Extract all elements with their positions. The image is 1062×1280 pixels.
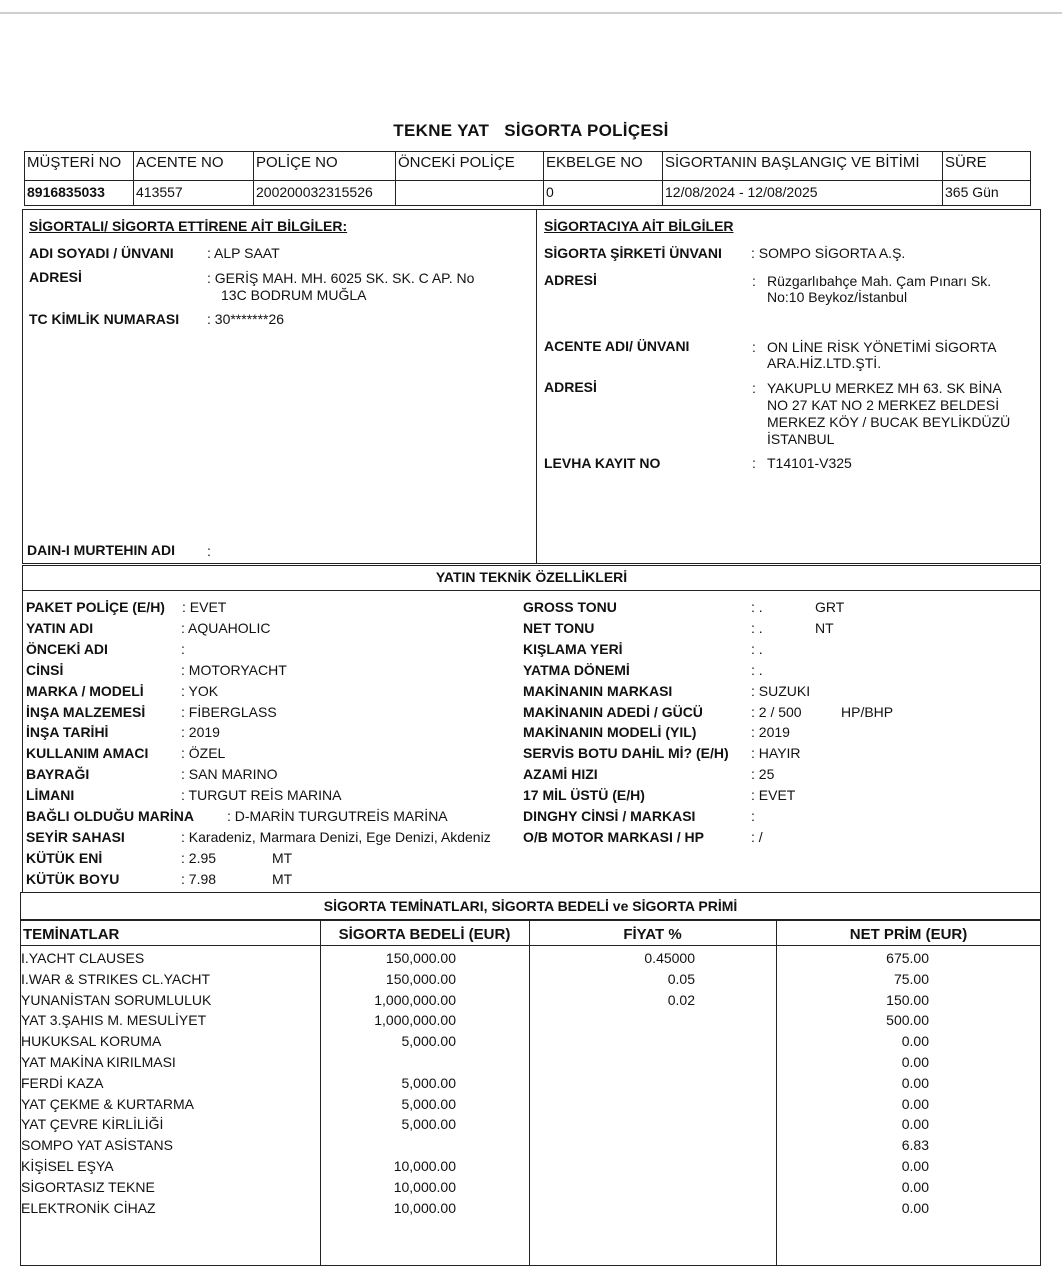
company-label: SİGORTA ŞİRKETİ ÜNVANI bbox=[544, 245, 722, 261]
tech-right-label: KIŞLAMA YERİ bbox=[523, 640, 623, 657]
coverage-col-divider-3 bbox=[776, 920, 777, 1266]
coverage-row-amount: 5,000.00 bbox=[401, 1033, 456, 1050]
tech-left-value: : FİBERGLASS bbox=[181, 703, 277, 720]
tech-left-value: : 7.98 bbox=[181, 870, 217, 887]
tech-right-label: GROSS TONU bbox=[523, 599, 617, 615]
tech-left-label: PAKET POLİÇE (E/H) bbox=[26, 599, 165, 615]
coverage-row-amount: 150,000.00 bbox=[385, 970, 456, 987]
tech-left-label: ÖNCEKİ ADI bbox=[26, 640, 108, 657]
coverage-row-name: I.WAR & STRIKES CL.YACHT bbox=[21, 970, 211, 987]
coverage-row-amount: 5,000.00 bbox=[401, 1074, 456, 1091]
levha-label: LEVHA KAYIT NO bbox=[544, 455, 661, 471]
header-col-label: POLİÇE NO bbox=[256, 154, 338, 171]
coverage-row-name: HUKUKSAL KORUMA bbox=[21, 1033, 162, 1050]
insured-address-line2: 13C BODRUM MUĞLA bbox=[221, 287, 367, 303]
tech-right-value: : . bbox=[751, 640, 763, 657]
dain-label: DAIN-I MURTEHIN ADI bbox=[27, 542, 176, 558]
tech-left-label: SEYİR SAHASI bbox=[26, 828, 125, 845]
coverage-row-premium: 150.00 bbox=[886, 991, 929, 1008]
company-value: : SOMPO SİGORTA A.Ş. bbox=[751, 245, 906, 261]
insurer-address-line1: Rüzgarlıbahçe Mah. Çam Pınarı Sk. bbox=[767, 273, 992, 289]
coverage-row-amount: 10,000.00 bbox=[393, 1178, 456, 1195]
tech-right-label: MAKİNANIN MARKASI bbox=[523, 682, 673, 699]
coverage-row-name: SOMPO YAT ASİSTANS bbox=[21, 1137, 173, 1154]
agent-address-colon: : bbox=[752, 380, 756, 396]
tech-left-value: : ÖZEL bbox=[181, 745, 226, 762]
insurer-section-title: SİGORTACIYA AİT BİLGİLER bbox=[544, 218, 734, 234]
tech-left-label: CİNSİ bbox=[26, 661, 64, 678]
insured-name-value: : ALP SAAT bbox=[207, 245, 280, 261]
tech-left-unit: MT bbox=[272, 870, 293, 887]
levha-colon: : bbox=[752, 455, 756, 471]
header-col-value: 12/08/2024 - 12/08/2025 bbox=[665, 184, 818, 200]
info-divider bbox=[536, 209, 537, 564]
coverage-row-premium: 0.00 bbox=[901, 1095, 929, 1112]
coverage-row-premium: 0.00 bbox=[901, 1178, 929, 1195]
tech-left-label: İNŞA TARİHİ bbox=[26, 724, 109, 741]
agent-label: ACENTE ADI/ ÜNVANI bbox=[544, 338, 690, 354]
coverage-row-name: YAT ÇEKME & KURTARMA bbox=[21, 1095, 194, 1112]
coverage-row-amount: 150,000.00 bbox=[385, 950, 456, 966]
tech-left-value: : D-MARİN TURGUTREİS MARİNA bbox=[227, 808, 448, 824]
insured-section-title: SİGORTALI/ SİGORTA ETTİRENE AİT BİLGİLER: bbox=[29, 218, 348, 234]
coverage-row-premium: 0.00 bbox=[901, 1199, 929, 1216]
coverage-row-rate: 0.05 bbox=[667, 970, 695, 987]
tech-right-value: : 2 / 500 bbox=[751, 703, 802, 720]
header-col-label: ÖNCEKİ POLİÇE bbox=[398, 154, 515, 171]
coverage-row-premium: 500.00 bbox=[886, 1012, 929, 1029]
tech-right-label: DINGHY CİNSİ / MARKASI bbox=[523, 808, 696, 824]
coverage-row-amount: 1,000,000.00 bbox=[374, 1012, 456, 1029]
coverage-row-amount: 5,000.00 bbox=[401, 1116, 456, 1133]
coverage-row-premium: 0.00 bbox=[901, 1158, 929, 1174]
header-divider bbox=[24, 180, 1031, 181]
tech-left-unit: MT bbox=[272, 849, 293, 866]
coverage-row-name: FERDİ KAZA bbox=[21, 1074, 104, 1091]
agent-address-line4: İSTANBUL bbox=[767, 431, 835, 447]
coverage-row-name: SİGORTASIZ TEKNE bbox=[21, 1178, 155, 1195]
header-col-value: 8916835033 bbox=[27, 184, 105, 200]
tc-label: TC KİMLİK NUMARASI bbox=[29, 311, 180, 327]
tech-right-value: : SUZUKI bbox=[751, 682, 811, 699]
tech-right-value: : . bbox=[751, 619, 763, 636]
tech-right-label: MAKİNANIN MODELİ (YIL) bbox=[523, 724, 697, 741]
tech-right-label: AZAMİ HIZI bbox=[523, 766, 598, 783]
coverage-row-premium: 0.00 bbox=[901, 1054, 929, 1070]
insured-address-label: ADRESİ bbox=[29, 269, 82, 285]
tech-title: YATIN TEKNİK ÖZELLİKLERİ bbox=[435, 569, 628, 585]
coverage-row-rate: 0.45000 bbox=[644, 950, 695, 966]
tech-left-label: KULLANIM AMACI bbox=[26, 745, 149, 762]
tech-right-label: O/B MOTOR MARKASI / HP bbox=[523, 828, 704, 845]
agent-line2: ARA.HİZ.LTD.ŞTİ. bbox=[767, 355, 882, 371]
tech-right-value: : . bbox=[751, 661, 763, 678]
coverage-row-name: YAT 3.ŞAHIS M. MESULİYET bbox=[21, 1012, 207, 1029]
header-col-label: SÜRE bbox=[945, 154, 987, 171]
coverage-row-amount: 10,000.00 bbox=[393, 1199, 456, 1216]
tc-value: : 30*******26 bbox=[207, 311, 285, 327]
tech-left-label: KÜTÜK ENİ bbox=[26, 849, 103, 866]
page-title: TEKNE YAT SİGORTA POLİÇESİ bbox=[393, 121, 669, 140]
insurer-address-line2: No:10 Beykoz/İstanbul bbox=[767, 289, 908, 305]
tech-left-value: : YOK bbox=[181, 682, 219, 699]
header-col-value: 0 bbox=[546, 184, 554, 200]
tech-right-value: : / bbox=[751, 828, 763, 845]
coverage-row-name: I.YACHT CLAUSES bbox=[21, 950, 145, 966]
coverage-row-name: YAT ÇEVRE KİRLİLİĞİ bbox=[21, 1116, 164, 1133]
tech-left-value: : Karadeniz, Marmara Denizi, Ege Denizi, Akdeniz bbox=[181, 828, 491, 845]
tech-left-value: : AQUAHOLIC bbox=[181, 619, 271, 636]
coverage-header-divider bbox=[20, 945, 1041, 946]
tech-right-value: : HAYIR bbox=[751, 745, 801, 762]
coverage-row-premium: 75.00 bbox=[893, 970, 929, 987]
tech-left-value: : MOTORYACHT bbox=[181, 661, 287, 678]
coverage-title: SİGORTA TEMİNATLARI, SİGORTA BEDELİ ve SİGORTA PRİMİ bbox=[323, 898, 738, 914]
tech-right-label: SERVİS BOTU DAHİL Mİ? (E/H) bbox=[523, 745, 729, 762]
tech-right-unit: GRT bbox=[815, 599, 845, 615]
levha-value: T14101-V325 bbox=[767, 455, 852, 471]
tech-right-unit: NT bbox=[815, 619, 834, 636]
coverage-col-divider-1 bbox=[320, 920, 321, 1266]
tech-left-label: LİMANI bbox=[26, 787, 75, 804]
header-col-label: ACENTE NO bbox=[136, 154, 224, 171]
dain-value: : bbox=[207, 543, 211, 559]
tech-left-label: BAYRAĞI bbox=[26, 766, 90, 783]
header-col-value: 413557 bbox=[136, 184, 183, 200]
insured-address-line1: : GERİŞ MAH. MH. 6025 SK. SK. C AP. No bbox=[207, 270, 475, 286]
agent-address-line1: YAKUPLU MERKEZ MH 63. SK BİNA bbox=[767, 380, 1002, 396]
coverage-row-name: YAT MAKİNA KIRILMASI bbox=[21, 1054, 176, 1070]
tech-left-label: KÜTÜK BOYU bbox=[26, 870, 120, 887]
insured-name-label: ADI SOYADI / ÜNVANI bbox=[29, 245, 174, 261]
tech-left-value: : 2019 bbox=[181, 724, 220, 741]
tech-left-value: : 2.95 bbox=[181, 849, 217, 866]
coverage-col-divider-2 bbox=[529, 920, 530, 1266]
coverage-row-premium: 0.00 bbox=[901, 1033, 929, 1050]
coverage-header-amount: SİGORTA BEDELİ (EUR) bbox=[338, 926, 511, 943]
tech-left-value: : EVET bbox=[182, 599, 227, 615]
coverage-row-amount: 1,000,000.00 bbox=[374, 991, 456, 1008]
agent-address-line3: MERKEZ KÖY / BUCAK BEYLİKDÜZÜ bbox=[767, 414, 1011, 430]
tech-left-label: BAĞLI OLDUĞU MARİNA bbox=[26, 808, 194, 824]
coverage-row-premium: 6.83 bbox=[901, 1137, 929, 1154]
tech-right-label: NET TONU bbox=[523, 619, 595, 636]
tech-left-value: : bbox=[181, 640, 185, 657]
coverage-row-name: KİŞİSEL EŞYA bbox=[21, 1158, 114, 1174]
tech-right-value: : . bbox=[751, 599, 763, 615]
coverage-row-premium: 675.00 bbox=[886, 950, 929, 966]
header-col-value: 200200032315526 bbox=[256, 184, 373, 200]
tech-right-value: : 25 bbox=[751, 766, 775, 783]
coverage-row-name: YUNANİSTAN SORUMLULUK bbox=[21, 991, 212, 1008]
coverage-row-amount: 10,000.00 bbox=[393, 1158, 456, 1174]
tech-right-value: : 2019 bbox=[751, 724, 790, 741]
insurer-address-label: ADRESİ bbox=[544, 272, 597, 288]
header-col-label: SİGORTANIN BAŞLANGIÇ VE BİTİMİ bbox=[665, 154, 920, 171]
tech-left-value: : TURGUT REİS MARINA bbox=[181, 787, 342, 804]
coverage-row-amount: 5,000.00 bbox=[401, 1095, 456, 1112]
tech-box bbox=[22, 591, 1041, 892]
tech-right-value: : bbox=[751, 808, 755, 824]
agent-line1: ON LİNE RİSK YÖNETİMİ SİGORTA bbox=[767, 339, 997, 355]
tech-left-label: MARKA / MODELİ bbox=[26, 682, 144, 699]
insurer-address-colon: : bbox=[752, 273, 756, 289]
coverage-header-name: TEMİNATLAR bbox=[23, 926, 120, 943]
agent-address-line2: NO 27 KAT NO 2 MERKEZ BELDESİ bbox=[767, 397, 1000, 413]
tech-right-label: MAKİNANIN ADEDİ / GÜCÜ bbox=[523, 703, 703, 720]
tech-left-label: İNŞA MALZEMESİ bbox=[26, 703, 146, 720]
tech-right-value: : EVET bbox=[751, 787, 796, 804]
tech-right-label: 17 MİL ÜSTÜ (E/H) bbox=[523, 787, 645, 804]
coverage-row-rate: 0.02 bbox=[667, 991, 695, 1008]
coverage-row-premium: 0.00 bbox=[901, 1116, 929, 1133]
header-col-label: MÜŞTERİ NO bbox=[27, 154, 122, 171]
tech-right-label: YATMA DÖNEMİ bbox=[523, 661, 630, 678]
coverage-header-rate: FİYAT % bbox=[623, 926, 682, 943]
agent-colon: : bbox=[752, 339, 756, 355]
coverage-header-premium: NET PRİM (EUR) bbox=[849, 926, 968, 943]
tech-right-unit: HP/BHP bbox=[841, 703, 894, 720]
tech-left-value: : SAN MARINO bbox=[181, 766, 278, 783]
header-col-label: EKBELGE NO bbox=[546, 154, 643, 171]
coverage-row-name: ELEKTRONİK CİHAZ bbox=[21, 1199, 156, 1216]
header-col-value: 365 Gün bbox=[945, 184, 999, 200]
top-divider bbox=[0, 12, 1062, 14]
coverage-row-premium: 0.00 bbox=[901, 1074, 929, 1091]
agent-address-label: ADRESİ bbox=[544, 379, 597, 395]
tech-left-label: YATIN ADI bbox=[26, 619, 94, 636]
